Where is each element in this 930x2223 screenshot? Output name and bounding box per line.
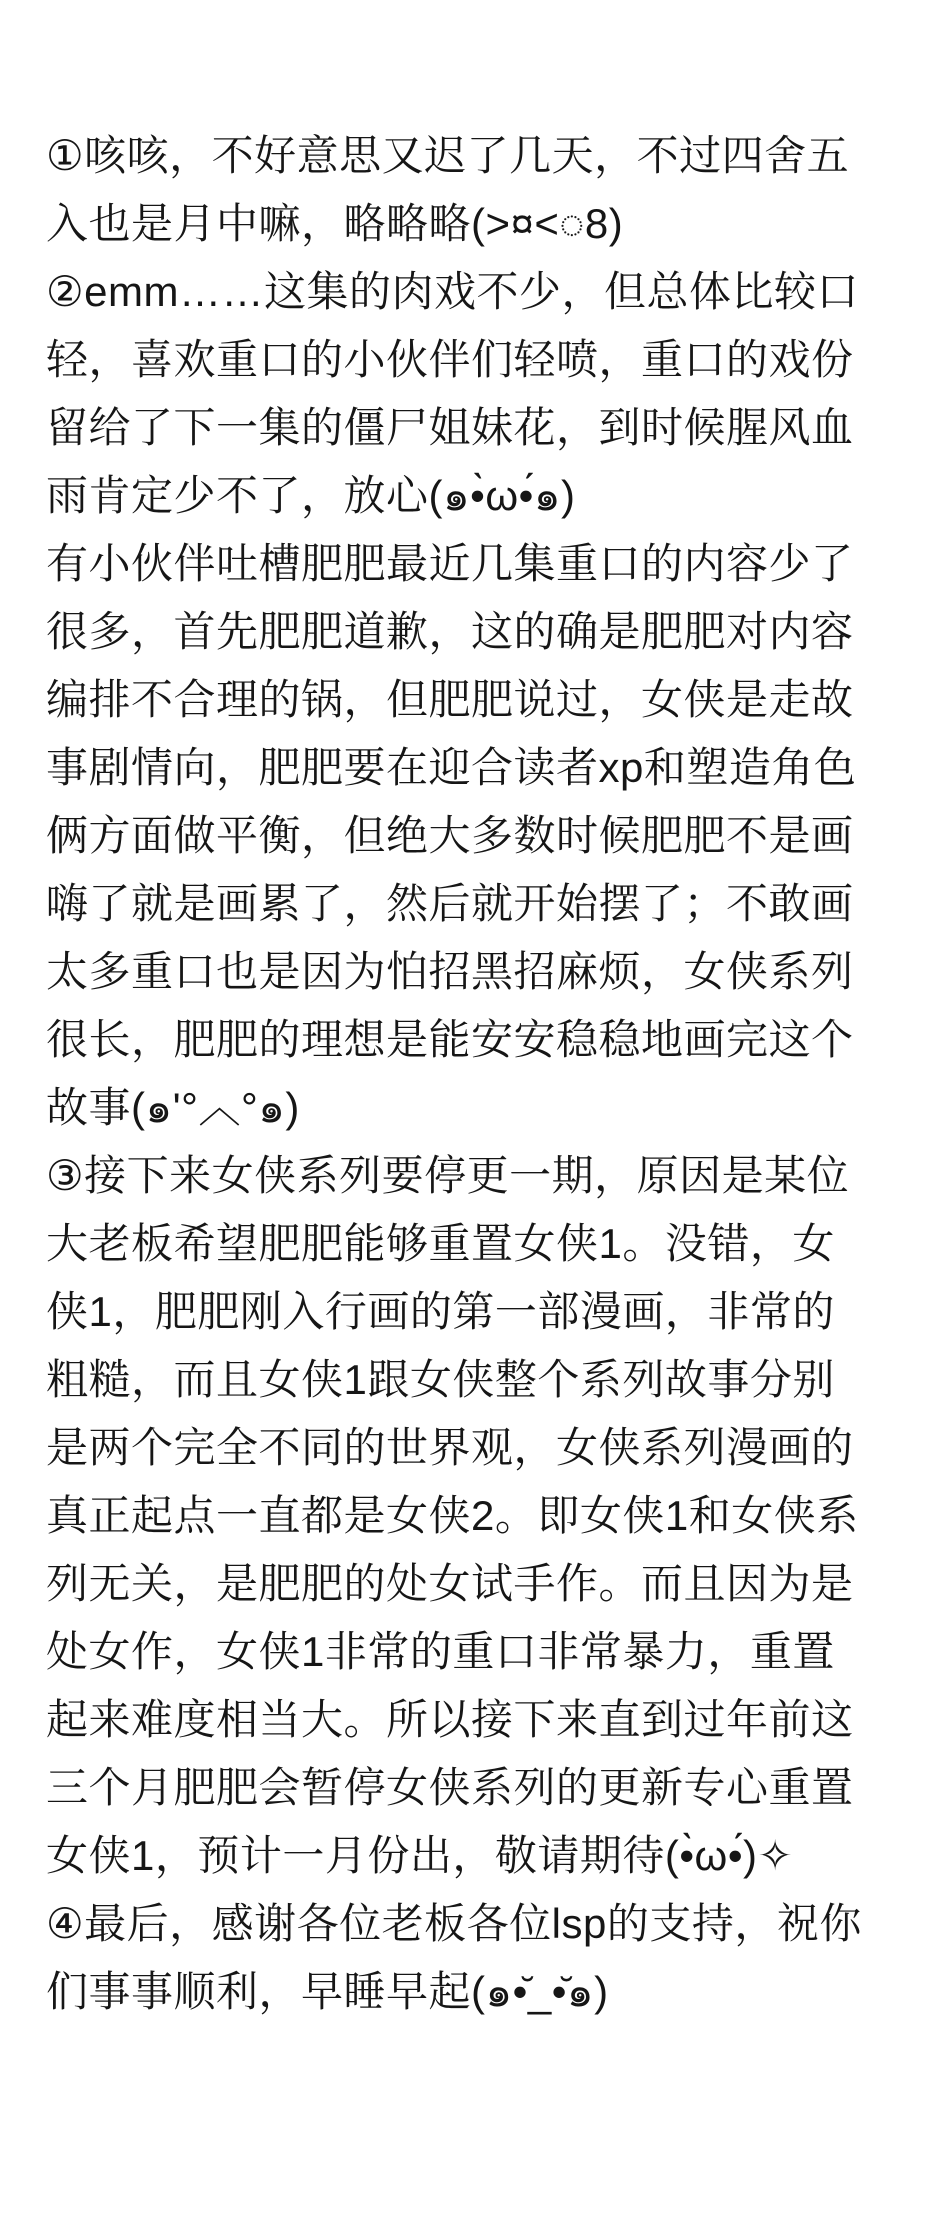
text-line: 很长，肥肥的理想是能安安稳稳地画完这个 — [46, 1016, 854, 1063]
text-line: 处女作，女侠1非常的重口非常暴力，重置 — [46, 1628, 835, 1675]
text-line: 太多重口也是因为怕招黑招麻烦，女侠系列 — [46, 948, 854, 995]
text-line: 起来难度相当大。所以接下来直到过年前这 — [46, 1696, 854, 1743]
text-line: 列无关，是肥肥的处女试手作。而且因为是 — [46, 1560, 854, 1607]
text-line: 入也是月中嘛，略略略(>¤<◌8) — [46, 200, 624, 247]
text-line: 事剧情向，肥肥要在迎合读者xp和塑造角色 — [46, 744, 857, 791]
text-line: 粗糙，而且女侠1跟女侠整个系列故事分别 — [46, 1356, 835, 1403]
text-line: 轻，喜欢重口的小伙伴们轻喷，重口的戏份 — [46, 336, 854, 383]
text-line: 女侠1，预计一月份出，敬请期待(•̀ω•́)✧ — [46, 1832, 794, 1879]
text-line: 故事(๑'°︿°๑) — [46, 1084, 300, 1131]
text-line: 三个月肥肥会暂停女侠系列的更新专心重置 — [46, 1764, 854, 1811]
text-line: 很多，首先肥肥道歉，这的确是肥肥对内容 — [46, 608, 854, 655]
text-line: 侠1，肥肥刚入行画的第一部漫画，非常的 — [46, 1288, 835, 1335]
text-line: 有小伙伴吐槽肥肥最近几集重口的内容少了 — [46, 540, 854, 587]
text-line: 们事事顺利，早睡早起(๑•̆_•̆๑) — [46, 1968, 609, 2015]
text-line: ①咳咳，不好意思又迟了几天，不过四舍五 — [46, 132, 850, 179]
text-line: 是两个完全不同的世界观，女侠系列漫画的 — [46, 1424, 854, 1471]
text-line: ④最后，感谢各位老板各位lsp的支持，祝你 — [46, 1900, 862, 1947]
text-line: 留给了下一集的僵尸姐妹花，到时候腥风血 — [46, 404, 854, 451]
text-line: 俩方面做平衡，但绝大多数时候肥肥不是画 — [46, 812, 854, 859]
text-line: 编排不合理的锅，但肥肥说过，女侠是走故 — [46, 676, 854, 723]
text-line: 真正起点一直都是女侠2。即女侠1和女侠系 — [46, 1492, 859, 1539]
text-line: 嗨了就是画累了，然后就开始摆了；不敢画 — [46, 880, 854, 927]
text-line: ③接下来女侠系列要停更一期，原因是某位 — [46, 1152, 850, 1199]
text-line: 大老板希望肥肥能够重置女侠1。没错，女 — [46, 1220, 835, 1267]
text-line: 雨肯定少不了，放心(๑•̀ω•́๑) — [46, 472, 576, 519]
text-line: ②emm……这集的肉戏不少，但总体比较口 — [46, 268, 859, 315]
